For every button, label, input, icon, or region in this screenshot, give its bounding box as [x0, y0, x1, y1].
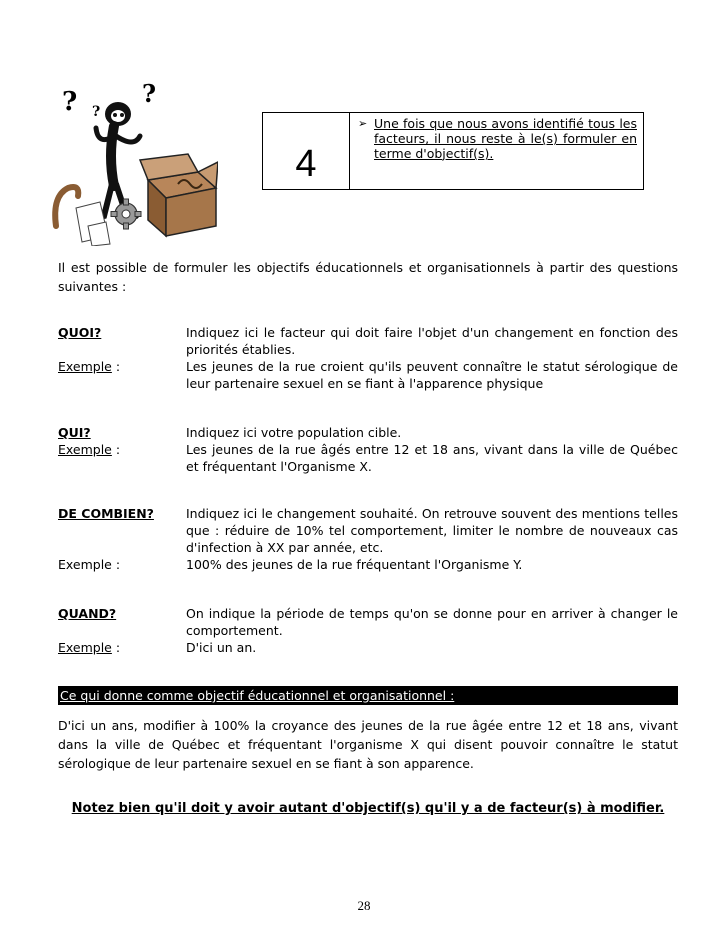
intro-paragraph: Il est possible de formuler les objectifs éducationnels et organisationnels à partir des questions suivantes : [58, 260, 678, 294]
person-figure-icon [96, 102, 140, 218]
note-text: Notez bien qu'il doit y avoir autant d'objectif(s) qu'il y a de facteur(s) à modifier. [71, 801, 665, 816]
example-label: Exemple : [58, 557, 121, 572]
example-text: Les jeunes de la rue âgés entre 12 et 18 ans, vivant dans la ville de Québec et fréquentant l'Organisme X. [186, 442, 678, 474]
question-label: QUAND? [58, 606, 117, 621]
cardboard-box-icon [140, 154, 218, 236]
example-text: Les jeunes de la rue croient qu'ils peuvent connaître le statut sérologique de leur partenaire sexuel en se fiant à l'apparence physique [186, 359, 678, 391]
question-quand [58, 605, 678, 639]
question-mark-icon: ? [62, 87, 78, 117]
question-description: Indiquez ici le facteur qui doit faire l'objet d'un changement en fonction des priorités établies. [186, 325, 678, 357]
example-label: Exemple [58, 359, 112, 374]
question-mark-icon: ? [142, 79, 157, 108]
question-label: DE COMBIEN? [58, 506, 154, 521]
objective-banner: Ce qui donne comme objectif éducationnel et organisationnel : [58, 686, 678, 705]
example-quand: Exemple : D'ici un an. [58, 639, 678, 656]
example-label: Exemple [58, 442, 112, 457]
step-box [262, 112, 644, 190]
question-description: Indiquez ici le changement souhaité. On retrouve souvent des mentions telles que : réduire de 10% tel comportement, limiter le nombre de nouveaux cas d'infection à XX par année, etc. [186, 506, 678, 555]
example-text: 100% des jeunes de la rue fréquentant l'Organisme Y. [186, 557, 523, 572]
example-label: Exemple [58, 640, 112, 655]
question-label: QUOI? [58, 325, 102, 340]
gear-icon [111, 199, 141, 229]
question-mark-icon: ? [92, 104, 101, 120]
step-instruction-text: Une fois que nous avons identifié tous les facteurs, il nous reste à le(s) formuler en terme d'objectif(s). [374, 116, 637, 161]
thinking-figure-illustration [48, 76, 218, 246]
step-instruction [350, 113, 643, 189]
question-description: On indique la période de temps qu'on se donne pour en arriver à changer le comportement. [186, 606, 678, 638]
example-de-combien [58, 556, 678, 573]
question-label: QUI? [58, 425, 91, 440]
arrow-bullet-icon: ➢ [358, 117, 368, 130]
question-description: Indiquez ici votre population cible. [186, 425, 402, 440]
question-qui [58, 424, 678, 441]
question-quoi [58, 324, 678, 358]
step-number: 4 [263, 113, 350, 189]
example-quoi: Exemple : Les jeunes de la rue croient qu'ils peuvent connaître le statut sérologique de leur partenaire sexuel en se fiant à l'apparence physique [58, 359, 678, 391]
paper-sheet-icon [88, 222, 110, 246]
question-de-combien [58, 505, 678, 556]
example-qui: Exemple : Les jeunes de la rue âgés entre 12 et 18 ans, vivant dans la ville de Québec et fréquentant l'Organisme X. [58, 442, 678, 474]
page-number: 28 [357, 898, 371, 913]
objective-paragraph: D'ici un ans, modifier à 100% la croyance des jeunes de la rue âgée entre 12 et 18 ans, vivant dans la ville de Québec et fréquentant l'organisme X qui disent pouvoir connaître le statut sérologique de leur partenaire sexuel en se fiant à son apparence. [58, 718, 678, 771]
example-text: D'ici un an. [186, 640, 257, 655]
hook-icon [55, 187, 78, 226]
